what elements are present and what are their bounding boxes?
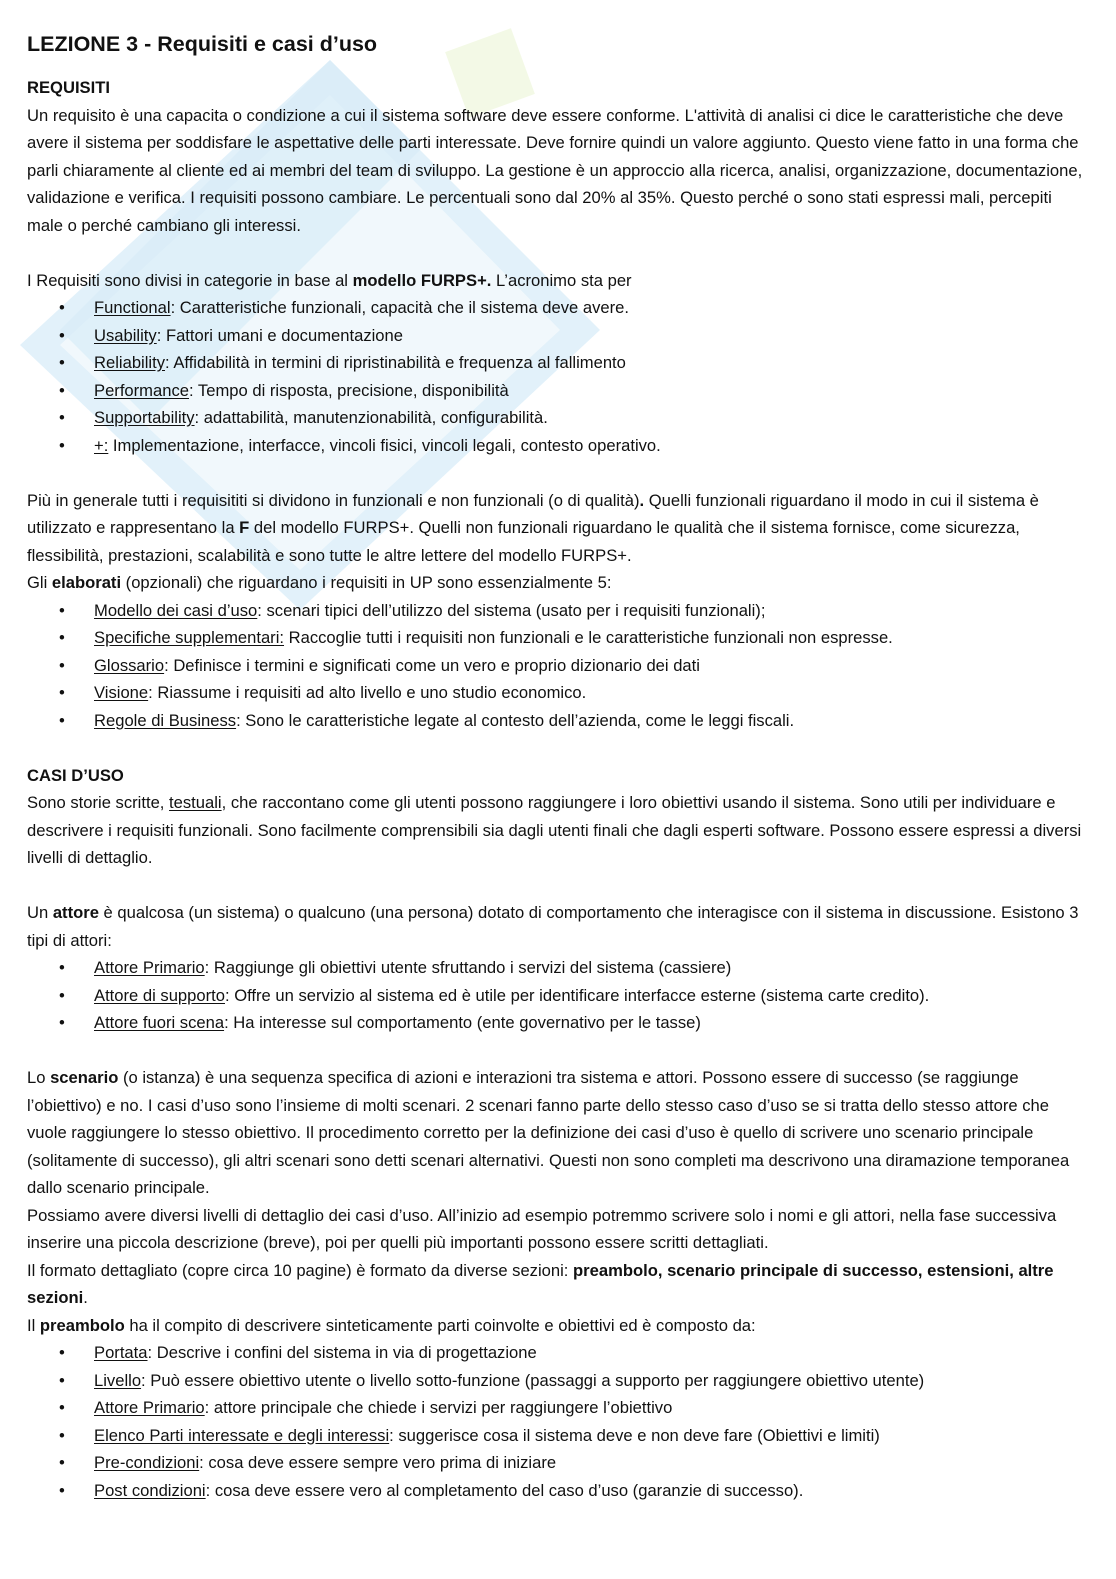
preambolo-intro: Il preambolo ha il compito di descrivere sinteticamente parti coinvolte e obiettivi ed è composto da: <box>27 1315 756 1335</box>
formato-paragraph: Il formato dettagliato (copre circa 10 pagine) è formato da diverse sezioni: preambolo, scenario principale di successo, estensioni, altre sezioni. <box>27 1260 1054 1307</box>
attori-list <box>27 954 1089 1037</box>
document-page <box>27 30 1089 1504</box>
list-item: • Glossario: Definisce i termini e significati come un vero e proprio dizionario dei dati <box>27 652 1089 680</box>
casi-paragraph: Sono storie scritte, testuali, che raccontano come gli utenti possono raggiungere i loro obiettivi usando il sistema. Sono utili per individuare e descrivere i requisiti funzionali. Sono facilmente comprensibili sia dagli utenti finali che dagli esperti software. Possono essere espressi a diversi livelli di dettaglio. <box>27 793 1082 867</box>
list-item: • Visione: Riassume i requisiti ad alto livello e uno studio economico. <box>27 679 1089 707</box>
preambolo-list <box>27 1339 1089 1504</box>
list-item: • Specifiche supplementari: Raccoglie tutti i requisiti non funzionali e le caratteristiche funzionali non espresse. <box>27 624 1089 652</box>
list-item: • Post condizioni: cosa deve essere vero al completamento del caso d’uso (garanzie di successo). <box>27 1477 1089 1505</box>
list-item: • Elenco Parti interessate e degli interessi: suggerisce cosa il sistema deve e non deve fare (Obiettivi e limiti) <box>27 1422 1089 1450</box>
list-item: • Regole di Business: Sono le caratteristiche legate al contesto dell’azienda, come le leggi fiscali. <box>27 707 1089 735</box>
general-paragraph: Più in generale tutti i requisititi si dividono in funzionali e non funzionali (o di qualità). Quelli funzionali riguardano il modo in cui il sistema è utilizzato e rappresentano la F del modello FURPS+. Quelli non funzionali riguardano le qualità che il sistema fornisce, come sicurezza, flessibilità, prestazioni, scalabilità e sono tutte le altre lettere del modello FURPS+. <box>27 490 1039 565</box>
furps-list <box>27 294 1089 459</box>
elaborati-list <box>27 597 1089 735</box>
list-item: • Modello dei casi d’uso: scenari tipici dell’utilizzo del sistema (usato per i requisiti funzionali); <box>27 597 1089 625</box>
list-item: • +: Implementazione, interfacce, vincoli fisici, vincoli legali, contesto operativo. <box>27 432 1089 460</box>
list-item: • Supportability: adattabilità, manutenzionabilità, configurabilità. <box>27 404 1089 432</box>
list-item: • Portata: Descrive i confini del sistema in via di progettazione <box>27 1339 1089 1367</box>
list-item: • Attore fuori scena: Ha interesse sul comportamento (ente governativo per le tasse) <box>27 1009 1089 1037</box>
list-item: • Pre-condizioni: cosa deve essere sempre vero prima di iniziare <box>27 1449 1089 1477</box>
list-item: • Attore Primario: attore principale che chiede i servizi per raggiungere l’obiettivo <box>27 1394 1089 1422</box>
livelli-paragraph: Possiamo avere diversi livelli di dettaglio dei casi d’uso. All’inizio ad esempio potremmo scrivere solo i nomi e gli attori, nella fase successiva inserire una piccola descrizione (breve), poi per quelli più importanti possono essere scritti dettagliati. <box>27 1205 1057 1252</box>
furps-intro: I Requisiti sono divisi in categorie in base al modello FURPS+. L’acronimo sta per <box>27 270 632 290</box>
list-item: • Livello: Può essere obiettivo utente o livello sotto-funzione (passaggi a supporto per raggiungere obiettivo utente) <box>27 1367 1089 1395</box>
elaborati-intro: Gli elaborati (opzionali) che riguardano i requisiti in UP sono essenzialmente 5: <box>27 573 612 592</box>
attore-paragraph: Un attore è qualcosa (un sistema) o qualcuno (una persona) dotato di comportamento che interagisce con il sistema in discussione. Esistono 3 tipi di attori: <box>27 903 1079 950</box>
list-item: • Functional: Caratteristiche funzionali, capacità che il sistema deve avere. <box>27 294 1089 322</box>
page-title: LEZIONE 3 - Requisiti e casi d’uso <box>27 32 378 56</box>
list-item: • Attore Primario: Raggiunge gli obiettivi utente sfruttando i servizi del sistema (cassiere) <box>27 954 1089 982</box>
list-item: • Usability: Fattori umani e documentazione <box>27 322 1089 350</box>
list-item: • Reliability: Affidabilità in termini di ripristinabilità e frequenza al fallimento <box>27 349 1089 377</box>
section-heading-requisiti: REQUISITI <box>27 78 110 97</box>
requisiti-paragraph: Un requisito è una capacita o condizione a cui il sistema software deve essere conforme. L'attività di analisi ci dice le caratteristiche che deve avere il sistema per soddisfare le aspettative delle parti interessate. Deve fornire quindi un valore aggiunto. Questo viene fatto in una forma che parli chiaramente al cliente ed ai membri del team di sviluppo. La gestione è un approccio alla ricerca, analisi, organizzazione, documentazione, validazione e verifica. I requisiti possono cambiare. Le percentuali sono dal 20% al 35%. Questo perché o sono stati espressi mali, percepiti male o perché cambiano gli interessi. <box>27 105 1083 235</box>
scenario-paragraph: Lo scenario (o istanza) è una sequenza specifica di azioni e interazioni tra sistema e attori. Possono essere di successo (se raggiunge l’obiettivo) e no. I casi d’uso sono l’insieme di molti scenari. 2 scenari fanno parte dello stesso caso d’uso se si tratta dello stesso attore che vuole raggiungere lo stesso obiettivo. Il procedimento corretto per la definizione dei casi d’uso è quello di scrivere uno scenario principale (solitamente di successo), gli altri scenari sono detti scenari alternativi. Questi non sono completi ma descrivono una diramazione temporanea dallo scenario principale. <box>27 1068 1070 1197</box>
list-item: • Performance: Tempo di risposta, precisione, disponibilità <box>27 377 1089 405</box>
section-heading-casi-uso: CASI D’USO <box>27 765 124 785</box>
list-item: • Attore di supporto: Offre un servizio al sistema ed è utile per identificare interfacce esterne (sistema carte credito). <box>27 982 1089 1010</box>
